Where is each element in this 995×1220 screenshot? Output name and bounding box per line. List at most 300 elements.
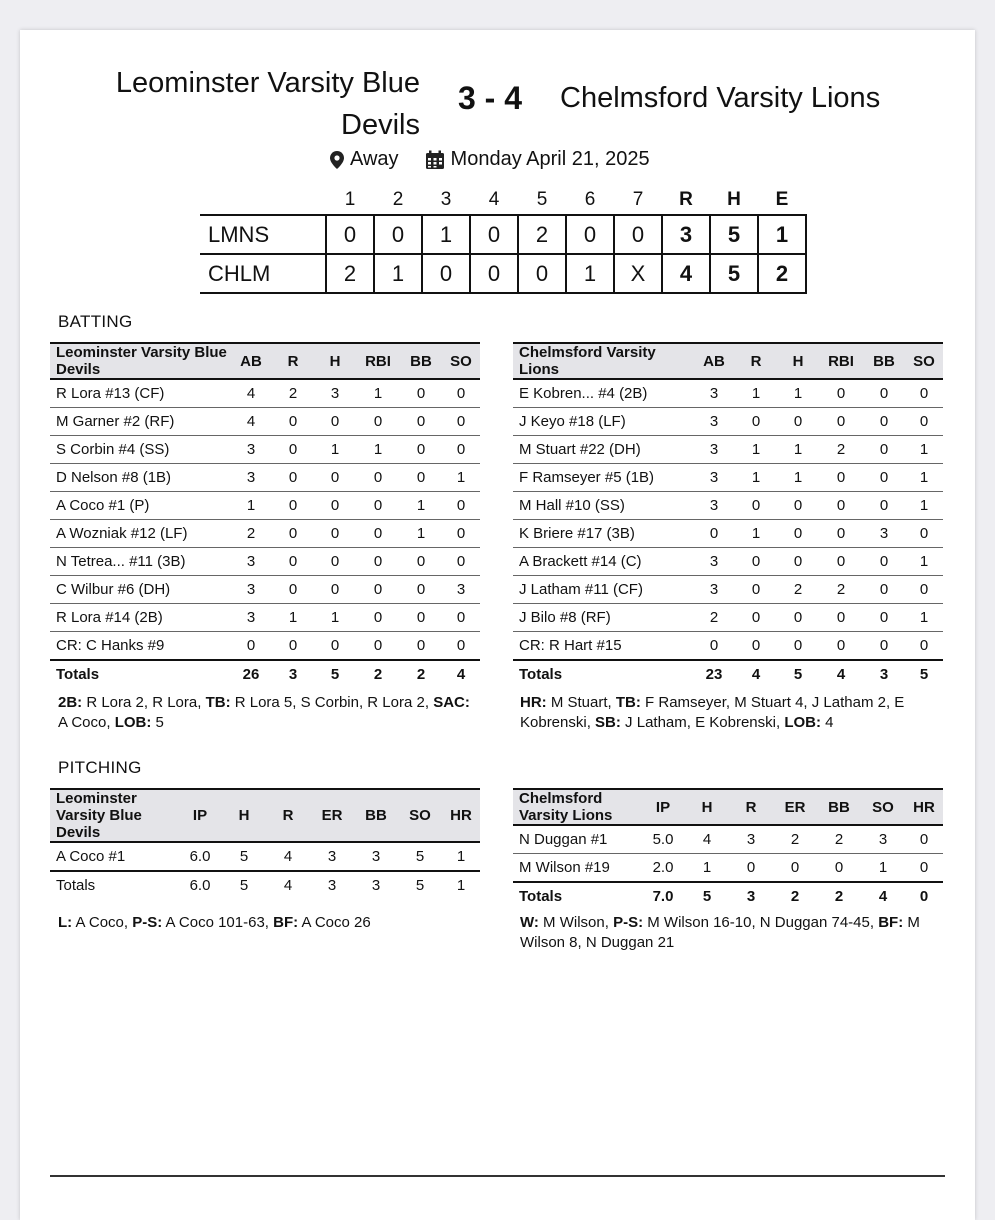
note-text: M Stuart,	[546, 694, 616, 711]
stat-cell: 0	[905, 632, 943, 661]
stat-cell: 0	[356, 632, 400, 661]
table-header-row	[513, 343, 943, 379]
stat-cell: 0	[693, 632, 735, 661]
stat-cell: 0	[442, 492, 480, 520]
inning-runs: 2	[326, 254, 374, 293]
stat-cell: 1	[685, 854, 729, 883]
total-runs: 4	[662, 254, 710, 293]
stat-cell: 1	[442, 464, 480, 492]
inning-runs: 0	[614, 215, 662, 254]
note-text: J Latham, E Kobrenski,	[620, 714, 785, 731]
stat-cell: 3	[314, 379, 356, 408]
total-cell: 6.0	[178, 871, 222, 899]
stat-cell: 1	[905, 548, 943, 576]
stat-cell: 0	[777, 632, 819, 661]
player-row	[50, 379, 480, 408]
stat-column-header: H	[222, 789, 266, 842]
stat-column-header: HR	[905, 789, 943, 825]
player-row	[513, 408, 943, 436]
total-cell: 3	[729, 882, 773, 910]
inning-header: 4	[488, 189, 500, 210]
stat-cell: 0	[905, 825, 943, 854]
stat-cell: 3	[693, 379, 735, 408]
total-cell: 5	[314, 660, 356, 688]
stat-cell: 0	[863, 576, 905, 604]
stat-cell: 1	[314, 604, 356, 632]
totals-row	[513, 660, 943, 688]
stat-cell: 0	[400, 464, 442, 492]
player-row	[513, 436, 943, 464]
stat-cell: 0	[735, 604, 777, 632]
home-team-name: Chelmsford Varsity Lions	[560, 82, 881, 114]
note-text: M Wilson 8, N Duggan 21	[520, 914, 920, 951]
stat-cell: 0	[819, 464, 863, 492]
stat-cell: 0	[356, 548, 400, 576]
stat-cell: 1	[442, 842, 480, 871]
stat-column-header: SO	[905, 343, 943, 379]
stat-column-header: SO	[442, 343, 480, 379]
total-cell: 5	[777, 660, 819, 688]
player-name: M Garner #2 (RF)	[50, 408, 230, 436]
stat-cell: 3	[693, 408, 735, 436]
calendar-icon	[425, 150, 445, 170]
note-label: BF:	[878, 914, 904, 931]
pitching-notes-away	[58, 913, 478, 933]
player-row	[513, 632, 943, 661]
stat-cell: 0	[272, 436, 314, 464]
totals-row	[50, 660, 480, 688]
inning-runs: 2	[518, 215, 566, 254]
totals-label: Totals	[513, 882, 641, 910]
total-cell: 2	[817, 882, 861, 910]
footer-divider	[50, 1175, 945, 1177]
stat-column-header: SO	[861, 789, 905, 825]
total-cell: 5	[685, 882, 729, 910]
stat-cell: 3	[693, 548, 735, 576]
total-hits: 5	[710, 215, 758, 254]
stat-cell: 0	[442, 632, 480, 661]
inning-header: 7	[632, 189, 644, 210]
player-name: CR: C Hanks #9	[50, 632, 230, 661]
stat-cell: 3	[693, 492, 735, 520]
note-label: LOB:	[114, 714, 152, 731]
team-column-header: Chelmsford Varsity Lions	[513, 343, 693, 379]
total-cell: 4	[819, 660, 863, 688]
team-abbr: LMNS	[208, 221, 270, 247]
batting-notes-home	[520, 693, 940, 733]
stat-cell: 0	[442, 604, 480, 632]
stat-cell: 0	[314, 576, 356, 604]
note-label: SB:	[595, 714, 621, 731]
stat-cell: 3	[230, 604, 272, 632]
stat-cell: 1	[356, 436, 400, 464]
inning-header: 5	[536, 189, 548, 210]
player-name: F Ramseyer #5 (1B)	[513, 464, 693, 492]
team-abbr: CHLM	[208, 260, 271, 286]
player-name: D Nelson #8 (1B)	[50, 464, 230, 492]
stat-cell: 1	[735, 436, 777, 464]
stat-cell: 0	[356, 576, 400, 604]
player-row	[50, 492, 480, 520]
player-row	[513, 825, 943, 854]
inning-header: 6	[584, 189, 596, 210]
total-cell: 5	[905, 660, 943, 688]
inning-runs: 0	[470, 254, 518, 293]
stat-cell: 0	[863, 492, 905, 520]
total-cell: 26	[230, 660, 272, 688]
total-cell: 5	[222, 871, 266, 899]
stat-cell: 0	[819, 520, 863, 548]
stat-cell: 0	[819, 492, 863, 520]
inning-runs: 0	[374, 215, 422, 254]
player-row	[513, 548, 943, 576]
stat-cell: 0	[272, 520, 314, 548]
note-label: W:	[520, 914, 539, 931]
batting-notes-away	[58, 693, 478, 733]
inning-header: 3	[440, 189, 452, 210]
hits-header: H	[727, 189, 741, 210]
location-text: Away	[350, 148, 399, 170]
player-row	[50, 576, 480, 604]
stat-cell: 0	[777, 408, 819, 436]
pitching-notes-home	[520, 913, 940, 953]
map-pin-icon	[330, 151, 344, 169]
batting-section-title: BATTING	[58, 312, 133, 331]
stat-cell: 5	[222, 842, 266, 871]
totals-row	[513, 882, 943, 910]
inning-runs: 0	[566, 215, 614, 254]
date-text: Monday April 21, 2025	[450, 148, 650, 170]
stat-cell: 0	[735, 408, 777, 436]
note-label: L:	[58, 914, 73, 931]
total-cell: 4	[266, 871, 310, 899]
stat-column-header: R	[272, 343, 314, 379]
stat-cell: 1	[777, 436, 819, 464]
stat-cell: 1	[400, 520, 442, 548]
line-score-row	[200, 254, 806, 293]
total-cell: 5	[398, 871, 442, 899]
stat-cell: 0	[905, 408, 943, 436]
note-text: F Ramseyer, M Stuart 4, J Latham 2, E Kobrenski,	[520, 694, 905, 731]
stat-cell: 0	[905, 854, 943, 883]
stat-cell: 0	[819, 548, 863, 576]
stat-cell: 0	[272, 492, 314, 520]
stat-cell: 1	[356, 379, 400, 408]
stat-cell: 0	[819, 408, 863, 436]
player-name: C Wilbur #6 (DH)	[50, 576, 230, 604]
stat-cell: 0	[400, 632, 442, 661]
player-name: M Wilson #19	[513, 854, 641, 883]
stat-cell: 3	[861, 825, 905, 854]
stat-column-header: IP	[178, 789, 222, 842]
player-row	[513, 854, 943, 883]
stat-cell: 3	[693, 576, 735, 604]
stat-cell: 0	[272, 548, 314, 576]
note-label: P-S:	[132, 914, 163, 931]
stat-cell: 0	[400, 548, 442, 576]
player-name: J Latham #11 (CF)	[513, 576, 693, 604]
stat-cell: 0	[863, 408, 905, 436]
batting-table-away	[50, 342, 480, 688]
stat-cell: 2	[817, 825, 861, 854]
stat-cell: 0	[272, 464, 314, 492]
stat-cell: 0	[400, 576, 442, 604]
stat-cell: 3	[230, 576, 272, 604]
stat-cell: 1	[905, 464, 943, 492]
stat-cell: 0	[905, 576, 943, 604]
total-runs: 3	[662, 215, 710, 254]
stat-cell: 0	[819, 604, 863, 632]
stat-cell: 2	[230, 520, 272, 548]
stat-column-header: BB	[400, 343, 442, 379]
stat-cell: 1	[777, 379, 819, 408]
player-row	[50, 604, 480, 632]
player-row	[50, 842, 480, 871]
stat-cell: 4	[230, 408, 272, 436]
stat-cell: 1	[400, 492, 442, 520]
stat-cell: 0	[314, 548, 356, 576]
total-cell: 4	[735, 660, 777, 688]
stat-cell: 4	[230, 379, 272, 408]
stat-column-header: BB	[863, 343, 905, 379]
stat-cell: 0	[863, 632, 905, 661]
stat-cell: 3	[230, 436, 272, 464]
away-team-name: Leominster Varsity Blue Devils	[115, 67, 420, 141]
player-name: J Keyo #18 (LF)	[513, 408, 693, 436]
note-text: A Coco 26	[298, 914, 371, 931]
stat-cell: 1	[861, 854, 905, 883]
totals-row	[50, 871, 480, 899]
total-cell: 1	[442, 871, 480, 899]
player-row	[50, 464, 480, 492]
total-cell: 2	[356, 660, 400, 688]
stat-cell: 0	[863, 604, 905, 632]
inning-runs: 0	[422, 254, 470, 293]
pitching-table-away	[50, 788, 480, 899]
note-label: LOB:	[784, 714, 821, 731]
stat-cell: 0	[272, 632, 314, 661]
stat-column-header: SO	[398, 789, 442, 842]
stat-cell: 0	[735, 632, 777, 661]
total-cell: 3	[310, 871, 354, 899]
batting-table-home	[513, 342, 943, 688]
stat-cell: 0	[905, 379, 943, 408]
stat-cell: 0	[777, 520, 819, 548]
stat-cell: 1	[230, 492, 272, 520]
player-name: N Duggan #1	[513, 825, 641, 854]
stat-cell: 2	[819, 576, 863, 604]
note-text: R Lora 2, R Lora,	[82, 694, 206, 711]
player-name: A Coco #1 (P)	[50, 492, 230, 520]
stat-cell: 5.0	[641, 825, 685, 854]
stat-cell: 3	[693, 464, 735, 492]
stat-column-header: AB	[230, 343, 272, 379]
player-name: A Brackett #14 (C)	[513, 548, 693, 576]
total-cell: 2	[773, 882, 817, 910]
stat-cell: 1	[735, 464, 777, 492]
stat-cell: 0	[314, 492, 356, 520]
stat-cell: 5	[398, 842, 442, 871]
table-header-row	[50, 343, 480, 379]
inning-runs: 1	[566, 254, 614, 293]
player-row	[50, 548, 480, 576]
stat-cell: 0	[735, 576, 777, 604]
player-name: R Lora #14 (2B)	[50, 604, 230, 632]
stat-cell: 0	[356, 408, 400, 436]
stat-cell: 3	[230, 548, 272, 576]
stat-cell: 4	[685, 825, 729, 854]
stat-cell: 2	[819, 436, 863, 464]
stat-cell: 1	[735, 520, 777, 548]
player-name: N Tetrea... #11 (3B)	[50, 548, 230, 576]
table-header-row	[513, 789, 943, 825]
total-cell: 7.0	[641, 882, 685, 910]
total-hits: 5	[710, 254, 758, 293]
player-row	[513, 464, 943, 492]
stat-cell: 0	[314, 520, 356, 548]
player-row	[513, 520, 943, 548]
stat-cell: 0	[356, 604, 400, 632]
stat-cell: 0	[272, 576, 314, 604]
inning-runs: 0	[326, 215, 374, 254]
pitching-table-home	[513, 788, 943, 910]
stat-cell: 0	[356, 520, 400, 548]
player-name: M Hall #10 (SS)	[513, 492, 693, 520]
stat-cell: 1	[735, 379, 777, 408]
stat-cell: 1	[314, 436, 356, 464]
stat-cell: 0	[777, 548, 819, 576]
note-label: TB:	[205, 694, 231, 711]
inning-runs: 0	[470, 215, 518, 254]
stat-cell: 0	[773, 854, 817, 883]
scorebook-page	[20, 30, 975, 1220]
stat-column-header: RBI	[356, 343, 400, 379]
player-name: K Briere #17 (3B)	[513, 520, 693, 548]
stat-cell: 0	[863, 379, 905, 408]
player-row	[513, 604, 943, 632]
stat-column-header: RBI	[819, 343, 863, 379]
player-row	[513, 379, 943, 408]
stat-cell: 0	[863, 464, 905, 492]
game-info	[330, 148, 650, 171]
player-row	[50, 632, 480, 661]
stat-column-header: R	[266, 789, 310, 842]
player-name: A Coco #1	[50, 842, 178, 871]
stat-cell: 1	[905, 604, 943, 632]
note-text: M Wilson 16-10, N Duggan 74-45,	[643, 914, 879, 931]
note-label: 2B:	[58, 694, 83, 711]
stat-cell: 0	[817, 854, 861, 883]
player-row	[513, 492, 943, 520]
total-errors: 1	[758, 215, 806, 254]
stat-cell: 2	[773, 825, 817, 854]
stat-cell: 0	[863, 436, 905, 464]
player-row	[50, 520, 480, 548]
stat-column-header: R	[729, 789, 773, 825]
team-column-header: Leominster Varsity Blue Devils	[50, 343, 230, 379]
stat-cell: 0	[693, 520, 735, 548]
total-cell: 2	[400, 660, 442, 688]
player-name: A Wozniak #12 (LF)	[50, 520, 230, 548]
stat-column-header: H	[314, 343, 356, 379]
totals-label: Totals	[50, 871, 178, 899]
note-text: A Coco,	[72, 914, 133, 931]
stat-cell: 0	[400, 604, 442, 632]
stat-cell: 0	[314, 464, 356, 492]
stat-cell: 0	[735, 492, 777, 520]
stat-cell: 4	[266, 842, 310, 871]
stat-column-header: ER	[773, 789, 817, 825]
stat-cell: 2	[693, 604, 735, 632]
stat-cell: 0	[777, 492, 819, 520]
note-label: P-S:	[613, 914, 644, 931]
stat-cell: 0	[442, 520, 480, 548]
totals-label: Totals	[50, 660, 230, 688]
note-text: A Coco 101-63,	[162, 914, 274, 931]
stat-cell: 0	[272, 408, 314, 436]
stat-cell: 0	[400, 408, 442, 436]
stat-cell: 0	[442, 379, 480, 408]
total-cell: 3	[354, 871, 398, 899]
stat-cell: 0	[819, 379, 863, 408]
note-text: R Lora 5, S Corbin, R Lora 2,	[230, 694, 434, 711]
player-name: E Kobren... #4 (2B)	[513, 379, 693, 408]
stat-cell: 0	[400, 379, 442, 408]
stat-cell: 3	[354, 842, 398, 871]
stat-cell: 3	[729, 825, 773, 854]
stat-cell: 1	[777, 464, 819, 492]
stat-cell: 3	[863, 520, 905, 548]
note-label: HR:	[520, 694, 547, 711]
inning-runs: 1	[374, 254, 422, 293]
stat-column-header: R	[735, 343, 777, 379]
stat-column-header: BB	[817, 789, 861, 825]
stat-cell: 1	[272, 604, 314, 632]
note-text: M Wilson,	[538, 914, 614, 931]
stat-column-header: ER	[310, 789, 354, 842]
line-score-row	[200, 215, 806, 254]
stat-cell: 0	[819, 632, 863, 661]
stat-cell: 0	[356, 464, 400, 492]
stat-cell: 0	[314, 408, 356, 436]
stat-cell: 0	[400, 436, 442, 464]
stat-cell: 2	[272, 379, 314, 408]
player-name: R Lora #13 (CF)	[50, 379, 230, 408]
stat-column-header: H	[777, 343, 819, 379]
total-errors: 2	[758, 254, 806, 293]
player-name: S Corbin #4 (SS)	[50, 436, 230, 464]
stat-cell: 2.0	[641, 854, 685, 883]
stat-column-header: AB	[693, 343, 735, 379]
stat-cell: 0	[442, 436, 480, 464]
inning-header: 1	[344, 189, 356, 210]
note-label: TB:	[615, 694, 641, 711]
stat-cell: 6.0	[178, 842, 222, 871]
total-cell: 4	[442, 660, 480, 688]
note-text: A Coco,	[58, 714, 115, 731]
stat-cell: 0	[314, 632, 356, 661]
team-column-header: Leominster Varsity Blue Devils	[50, 789, 178, 842]
inning-runs: 1	[422, 215, 470, 254]
stat-cell: 1	[905, 436, 943, 464]
stat-cell: 2	[777, 576, 819, 604]
stat-cell: 3	[310, 842, 354, 871]
note-label: SAC:	[433, 694, 470, 711]
stat-cell: 0	[777, 604, 819, 632]
line-score	[200, 186, 807, 294]
player-row	[513, 576, 943, 604]
player-name: CR: R Hart #15	[513, 632, 693, 661]
